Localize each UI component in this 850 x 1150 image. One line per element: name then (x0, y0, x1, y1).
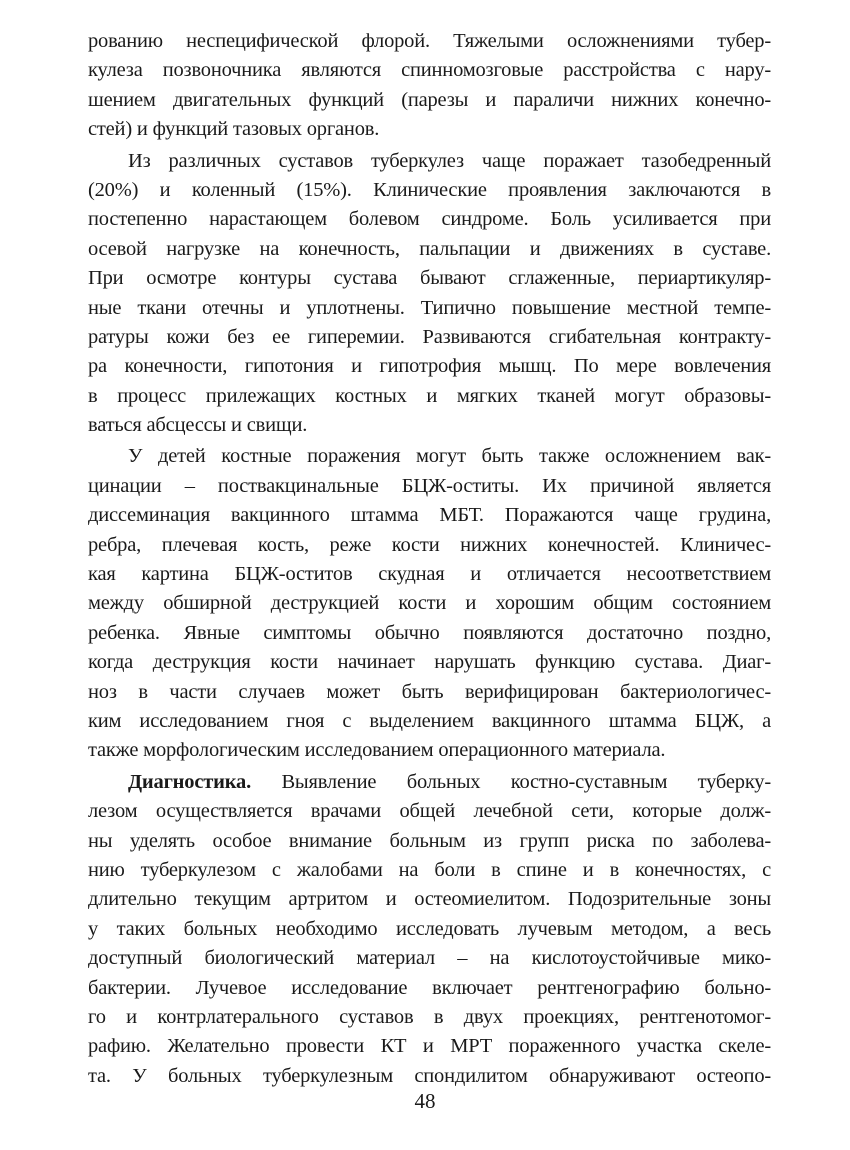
text-line: кулеза позвоночника являются спинномозговые расстройства с нару- (88, 59, 771, 82)
text-line: также морфологическим исследованием операционного материала. (88, 739, 666, 762)
page-text (88, 27, 771, 1091)
text-line: в процесс прилежащих костных и мягких тканей могут образовы- (88, 384, 771, 407)
section-heading: Диагностика. (128, 770, 251, 793)
text-line: та. У больных туберкулезным спондилитом обнаруживают остеопо- (88, 1064, 771, 1087)
paragraph-2 (88, 147, 771, 441)
text-line: лезом осуществляется врачами общей лечебной сети, которые долж- (88, 800, 771, 823)
text-line: диссеминация вакцинного штамма МБТ. Поражаются чаще грудина, (88, 504, 771, 527)
paragraph-3 (88, 442, 771, 765)
text-run: Выявление больных костно-суставным туберку- (251, 770, 771, 793)
text-line: доступный биологический материал – на кислотоустойчивые мико- (88, 947, 771, 970)
text-line: ноз в части случаев может быть верифицирован бактериологичес- (88, 680, 771, 703)
paragraph-1 (88, 27, 771, 145)
text-line: ким исследованием гноя с выделением вакцинного штамма БЦЖ, а (88, 709, 771, 732)
text-line: постепенно нарастающем болевом синдроме. Боль усиливается при (88, 208, 771, 231)
text-line: ребенка. Явные симптомы обычно появляются достаточно поздно, (88, 621, 771, 644)
page-number: 48 (414, 1089, 436, 1113)
text-line (88, 768, 771, 797)
text-line: шением двигательных функций (парезы и параличи нижних конечно- (88, 88, 771, 111)
text-line: При осмотре контуры сустава бывают сглаженные, периартикуляр- (88, 267, 771, 290)
text-line: ваться абсцессы и свищи. (88, 414, 308, 437)
text-line: ны уделять особое внимание больным из групп риска по заболева- (88, 829, 771, 852)
text-line: ра конечности, гипотония и гипотрофия мышц. По мере вовлечения (88, 355, 771, 378)
text-line: стей) и функций тазовых органов. (88, 118, 380, 141)
text-line: осевой нагрузке на конечность, пальпации и движениях в суставе. (88, 237, 771, 260)
text-line: цинации – поствакцинальные БЦЖ-оститы. Их причиной является (88, 474, 771, 497)
text-line: У детей костные поражения могут быть также осложнением вак- (128, 445, 771, 468)
text-line: го и контрлатерального суставов в двух проекциях, рентгенотомог- (88, 1005, 771, 1028)
text-line: длительно текущим артритом и остеомиелитом. Подозрительные зоны (88, 888, 771, 911)
text-line: ратуры кожи без ее гиперемии. Развиваются сгибательная контракту- (88, 325, 771, 348)
text-line: когда деструкция кости начинает нарушать функцию сустава. Диаг- (88, 651, 771, 674)
text-line: ребра, плечевая кость, реже кости нижних конечностей. Клиничес- (88, 533, 771, 556)
text-line: бактерии. Лучевое исследование включает рентгенографию больно- (88, 976, 771, 999)
text-line: рафию. Желательно провести КТ и МРТ пораженного участка скеле- (88, 1035, 771, 1058)
text-line: ные ткани отечны и уплотнены. Типично повышение местной темпе- (88, 296, 771, 319)
text-line: у таких больных необходимо исследовать лучевым методом, а весь (88, 917, 771, 940)
text-line: рованию неспецифической флорой. Тяжелыми осложнениями тубер- (88, 30, 771, 52)
text-line: кая картина БЦЖ-оститов скудная и отличается несоответствием (88, 563, 771, 586)
paragraph-4 (88, 768, 771, 1091)
text-line: Из различных суставов туберкулез чаще поражает тазобедренный (128, 149, 771, 172)
text-line: (20%) и коленный (15%). Клинические проявления заключаются в (88, 178, 771, 201)
text-line: между обширной деструкцией кости и хорошим общим состоянием (88, 592, 771, 615)
text-line: нию туберкулезом с жалобами на боли в спине и в конечностях, с (88, 858, 771, 881)
